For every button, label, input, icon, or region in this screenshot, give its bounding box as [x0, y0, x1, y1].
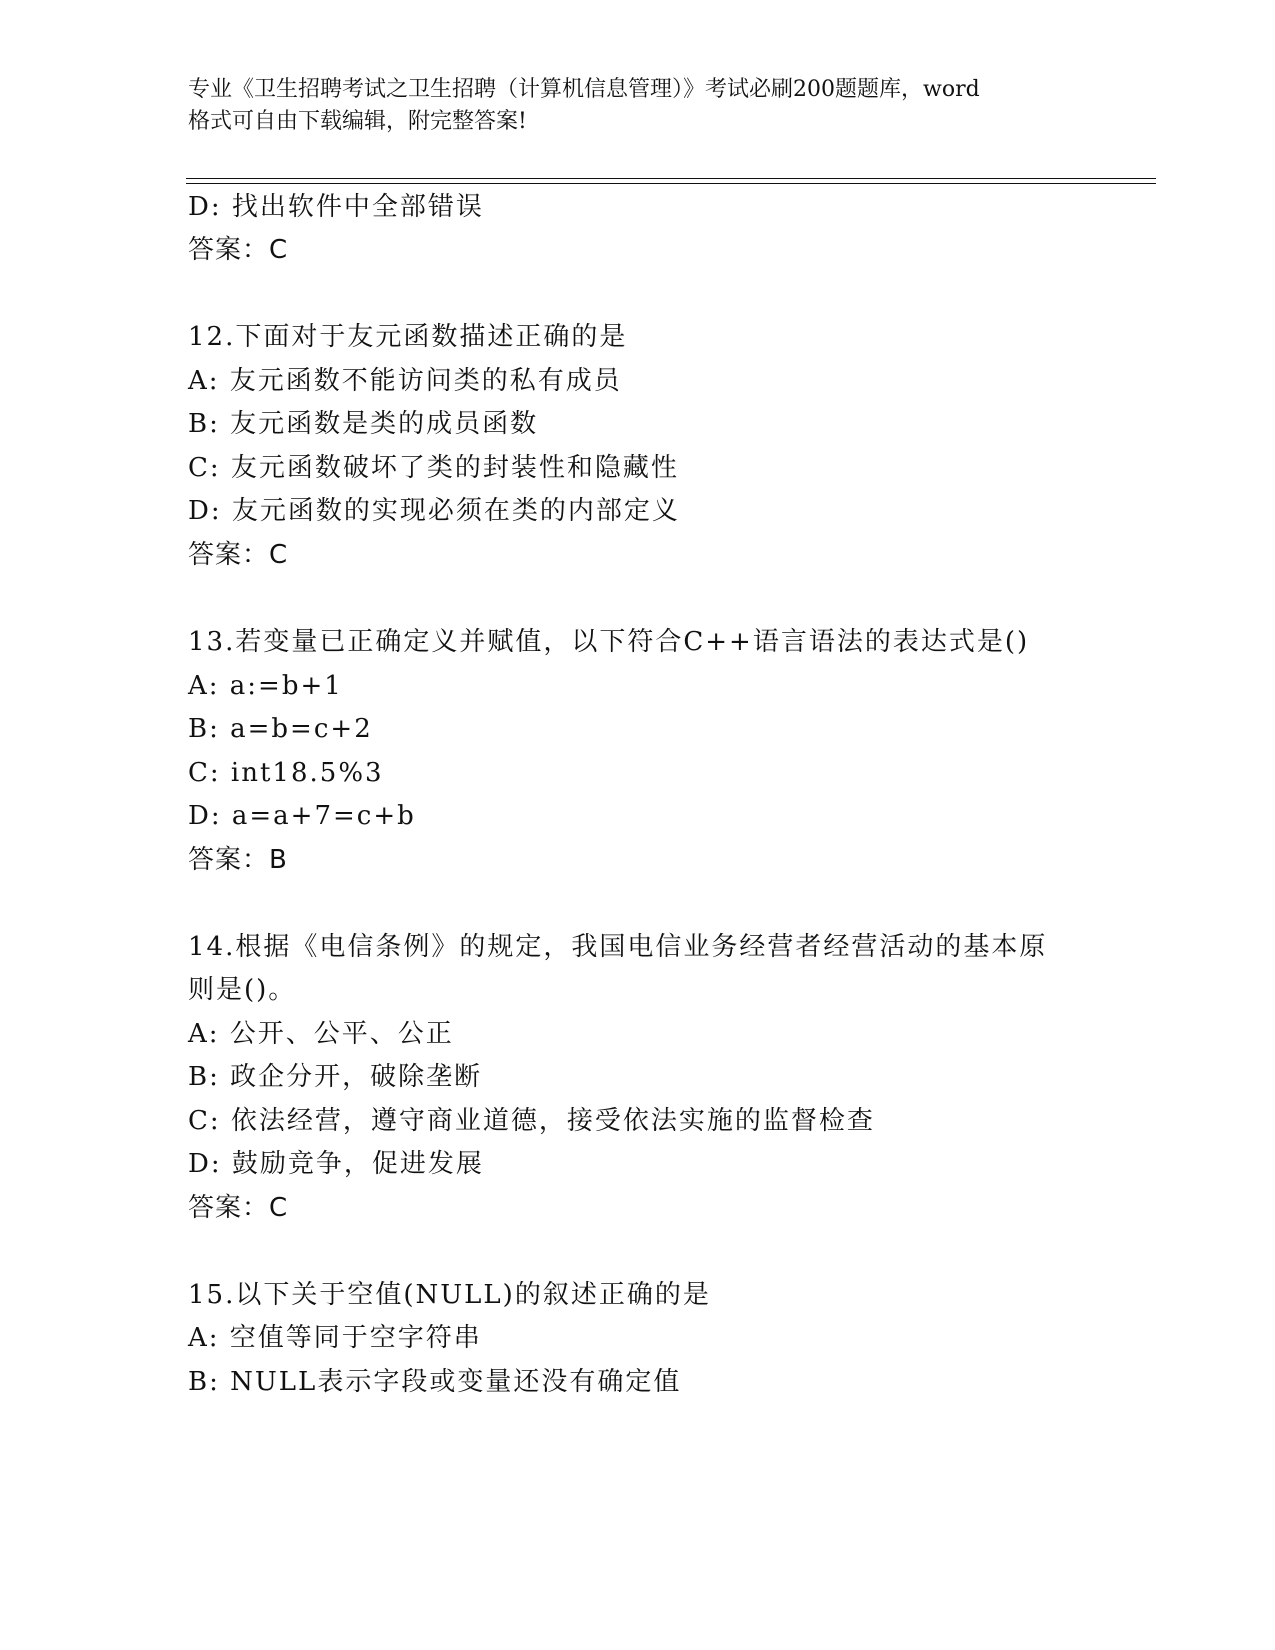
header-line-2: 格式可自由下载编辑，附完整答案! — [188, 109, 527, 134]
q13-option-c: C: int18.5%3 — [188, 758, 384, 788]
q14-option-b: B: 政企分开，破除垄断 — [188, 1062, 483, 1092]
q14-option-c: C: 依法经营，遵守商业道德，接受依法实施的监督检查 — [188, 1106, 875, 1136]
q14-stem-line-2: 则是()。 — [188, 975, 297, 1005]
q14-option-d: D: 鼓励竞争，促进发展 — [188, 1149, 484, 1179]
q12-option-b: B: 友元函数是类的成员函数 — [188, 409, 539, 439]
q15-stem: 15.以下关于空值(NULL)的叙述正确的是 — [188, 1280, 711, 1310]
q12-option-d: D: 友元函数的实现必须在类的内部定义 — [188, 496, 680, 526]
q12-answer: 答案：C — [188, 540, 289, 570]
q13-stem: 13.若变量已正确定义并赋值，以下符合C++语言语法的表达式是() — [188, 627, 1030, 657]
q15-option-a: A: 空值等同于空字符串 — [188, 1323, 482, 1353]
header-rule-top — [186, 178, 1156, 179]
q14-option-a: A: 公开、公平、公正 — [188, 1019, 454, 1049]
q11-answer: 答案：C — [188, 235, 289, 265]
q14-stem-line-1: 14.根据《电信条例》的规定，我国电信业务经营者经营活动的基本原 — [188, 932, 1048, 962]
q13-option-a: A: a:=b+1 — [188, 671, 343, 701]
q13-option-b: B: a=b=c+2 — [188, 714, 373, 744]
q12-option-c: C: 友元函数破坏了类的封装性和隐藏性 — [188, 453, 679, 483]
q11-option-d: D: 找出软件中全部错误 — [188, 192, 484, 222]
q15-option-b: B: NULL表示字段或变量还没有确定值 — [188, 1367, 682, 1397]
header-line-1: 专业《卫生招聘考试之卫生招聘（计算机信息管理）》考试必刷200题题库，word — [188, 77, 980, 102]
q12-option-a: A: 友元函数不能访问类的私有成员 — [188, 366, 622, 396]
q14-answer: 答案：C — [188, 1193, 289, 1223]
q13-option-d: D: a=a+7=c+b — [188, 801, 416, 831]
page-header — [188, 74, 1088, 138]
header-rule-bottom — [186, 183, 1156, 184]
q13-answer: 答案：B — [188, 845, 288, 875]
q12-stem: 12.下面对于友元函数描述正确的是 — [188, 322, 628, 352]
